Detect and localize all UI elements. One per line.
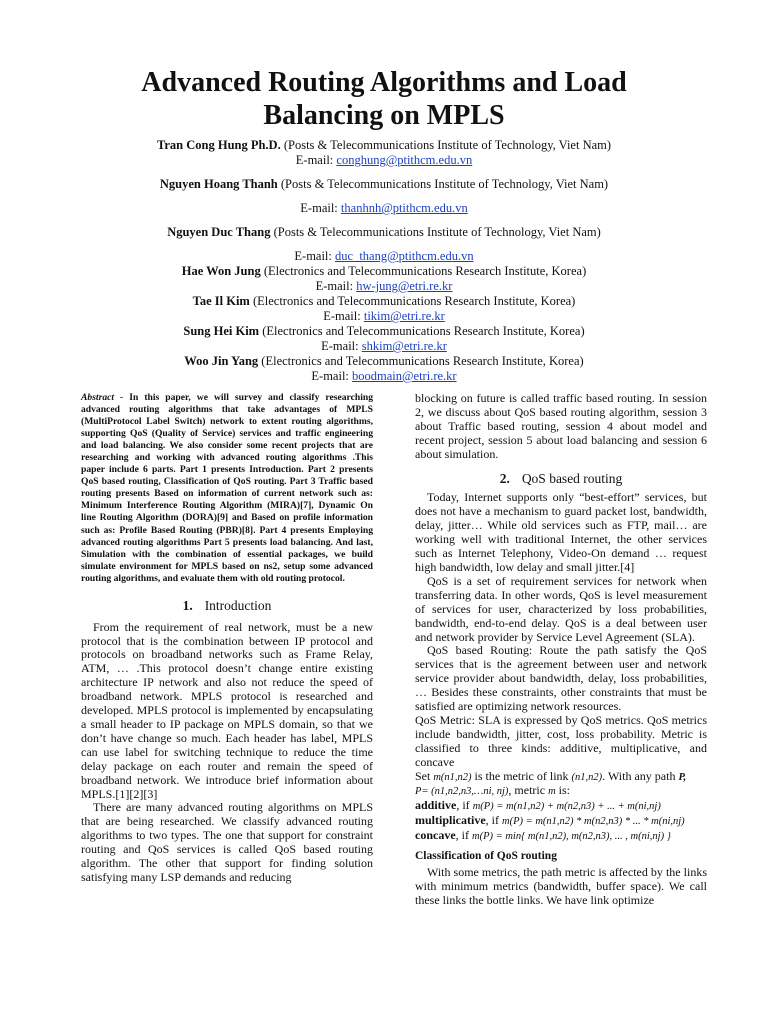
abstract-text: In this paper, we will survey and classify researching advanced routing algorithms that take advantages of MPLS (MultiProtocol Label Switch) network to extent routing algorithms, supporting QoS (Quality of Service) services and traffic engineering and load balancing. We also consider some recent projects that are researching and working with advanced routing algorithms .This paper include 6 parts. Part 1 presents Introduction. Part 2 presents QoS based routing, Classification of QoS routing. Part 3 Traffic based routing presents Based on information of current network such as: Minimum Interference Routing Algorithm (MIRA)[7], Dynamic On line Routing Algorithm (DORA)[9] and Based on profile information such as: Profile Based Routing (PBR)[8]. Part 4 presents Employing advanced routing algorithms Part 5 presents load balancing. And last, Simulation with the combination of essential packages, we build simulate environment for MPLS based on ns2, setup some advanced routing algorithms, and evaluate them with old routing protocol. [81,392,373,584]
author-line [60,264,708,279]
paragraph: Today, Internet supports only “best-effort” services, but does not have a mechanism to guard packet lost, bandwidth, delay, jitter… While old services such as FTP, mail… are working well with traditional Internet, the other services such as Internet Telephony, Video-On demand … request high bandwidth, low delay and small jitter.[4] [415,490,707,574]
author-affiliation: (Posts & Telecommunications Institute of Technology, Viet Nam) [277,177,609,191]
math-run: m [548,786,556,798]
title-line-1: Advanced Routing Algorithms and Load [141,67,627,98]
author-email-line [60,279,708,294]
section-title: Introduction [204,597,272,613]
author-email-line [60,369,708,384]
metric-definition [415,770,707,785]
email-link[interactable]: thanhnh@ptithcm.edu.vn [340,201,468,215]
text-run: , if [485,813,503,828]
math-run: P= (n1,n2,n3,…ni, nj) [415,786,509,798]
paragraph: QoS is a set of requirement services for network when transferring data. In other words, QoS is level measurement of services for user, characterized by loss probabilities, bandwidth, end-to-end delay. QoS is a deal between user and network provider by Service Level Agreement (SLA). [415,573,707,644]
text-run: is: [555,783,571,798]
path-definition [415,784,707,799]
paragraph: QoS based Routing: Route the path satisfy the QoS services that is the agreement between user and network service provider about bandwidth, delay, loss probabilities, … Besides these constraints, other constraints that must be satisfied are optimizing network resources. [415,643,707,714]
author-email-line [60,339,708,354]
author-line [60,177,708,192]
author-name: Nguyen Duc Thang [167,225,271,239]
author-affiliation: (Electronics and Telecommunications Research Institute, Korea) [260,264,587,278]
math-run: (n1,n2) [571,771,603,783]
abstract-label: Abstract - [81,392,124,403]
email-link[interactable]: shkim@etri.re.kr [361,339,447,353]
formula: m(P) = m(n1,n2) * m(n2,n3) * ... * m(ni,nj) [502,816,685,828]
multiplicative-definition [415,814,707,829]
author-email-line [60,309,708,324]
left-column [81,392,373,885]
author-name: Sung Hei Kim [183,324,260,338]
email-link[interactable]: conghung@ptithcm.edu.vn [336,153,473,167]
email-link[interactable]: boodmain@etri.re.kr [352,369,457,383]
email-label: E-mail: [294,249,336,263]
section-number: 1. [182,597,193,613]
author-line [60,324,708,339]
email-label: E-mail: [321,339,362,353]
title-line-2: Balancing on MPLS [263,100,505,131]
author-line [60,294,708,309]
author-affiliation: (Electronics and Telecommunications Research Institute, Korea) [259,324,585,338]
formula: m(P) = min{ m(n1,n2), m(n2,n3), ... , m(ni,nj) } [472,831,671,843]
text-run: Set [415,768,434,783]
abstract [81,392,373,585]
formula: m(P) = m(n1,n2) + m(n2,n3) + ... + m(ni,nj) [472,801,661,813]
author-name: Hae Won Jung [181,264,261,278]
math-run: P, [678,771,687,783]
subsection-heading: Classification of QoS routing [415,850,557,863]
author-name: Tran Cong Hung Ph.D. [156,138,281,152]
paragraph: From the requirement of real network, must be a new protocol that is the combination between IP protocol and protocols on broadband networks such as Frame Relay, ATM, … .This protocol doesn’t change entire existing architecture IP network and also not reduce the speed of broadband network. MPLS protocol is researched and developed. MPLS protocol is implemented by encapsulating a small header to IP package on MPLS domain, so that we don’t have change so much. Each header has label, MPLS can use label for switching technique to reduce the time delay package on each router and remain the speed of broadband network. We introduce brief information about MPLS.[1][2][3] [81,619,373,801]
additive-definition [415,799,707,814]
author-affiliation: (Posts & Telecommunications Institute of Technology, Viet Nam) [280,138,612,152]
text-run: , if [456,798,473,813]
author-affiliation: (Posts & Telecommunications Institute of Technology, Viet Nam) [270,225,601,239]
paragraph: QoS Metric: SLA is expressed by QoS metrics. QoS metrics include bandwidth, jitter, cost, loss probability. Metric is classified to three kinds: additive, multiplicative, and concave [415,712,707,769]
paragraph: blocking on future is called traffic based routing. In session 2, we discuss about QoS based routing algorithm, session 3 about Traffic based routing, session 4 about model and recent project, session 5 about load balancing and session 6 about simulation. [415,391,707,461]
author-email-line [60,201,708,216]
section-number: 2. [499,470,510,486]
section-title: QoS based routing [521,470,623,486]
email-label: E-mail: [300,201,341,215]
author-line [60,354,708,369]
author-block [60,138,708,384]
paragraph: There are many advanced routing algorithms on MPLS that are being researched. We classify advanced routing algorithms to two types. The one that support for constraint routing and QoS services is called QoS based routing algorithm. The other that support for finding solution satisfying many LSP demands and reducing [81,800,373,884]
author-name: Nguyen Hoang Thanh [159,177,278,191]
email-link[interactable]: hw-jung@etri.re.kr [356,279,453,293]
email-label: E-mail: [311,369,353,383]
concave-definition [415,829,707,844]
email-label: E-mail: [323,309,364,323]
email-label: E-mail: [295,153,337,167]
paragraph: With some metrics, the path metric is affected by the links with minimum metrics (bandwidth, buffer space). We call these links the bottle links. We have link optimize [415,865,707,907]
author-email-line [60,249,708,264]
right-column [415,392,707,908]
author-line [60,225,708,240]
section-heading-introduction [81,599,373,613]
author-name: Tae Il Kim [192,294,250,308]
metric-kind-label: additive [415,798,457,813]
text-run: . With any path [602,768,679,783]
email-label: E-mail: [315,279,357,293]
paper-title [100,66,668,132]
text-run: , metric [508,783,549,798]
author-email-line [60,153,708,168]
author-affiliation: (Electronics and Telecommunications Research Institute, Korea) [249,294,576,308]
author-name: Woo Jin Yang [184,354,259,368]
author-line [60,138,708,153]
email-link[interactable]: tikim@etri.re.kr [363,309,445,323]
section-heading-qos-routing [415,472,707,486]
email-link[interactable]: duc_thang@ptithcm.edu.vn [335,249,474,263]
author-affiliation: (Electronics and Telecommunications Research Institute, Korea) [258,354,584,368]
text-run: , if [455,828,472,843]
text-run: is the metric of link [471,768,572,783]
math-run: m(n1,n2) [433,771,472,783]
metric-kind-label: concave [415,828,456,843]
metric-kind-label: multiplicative [415,813,486,828]
